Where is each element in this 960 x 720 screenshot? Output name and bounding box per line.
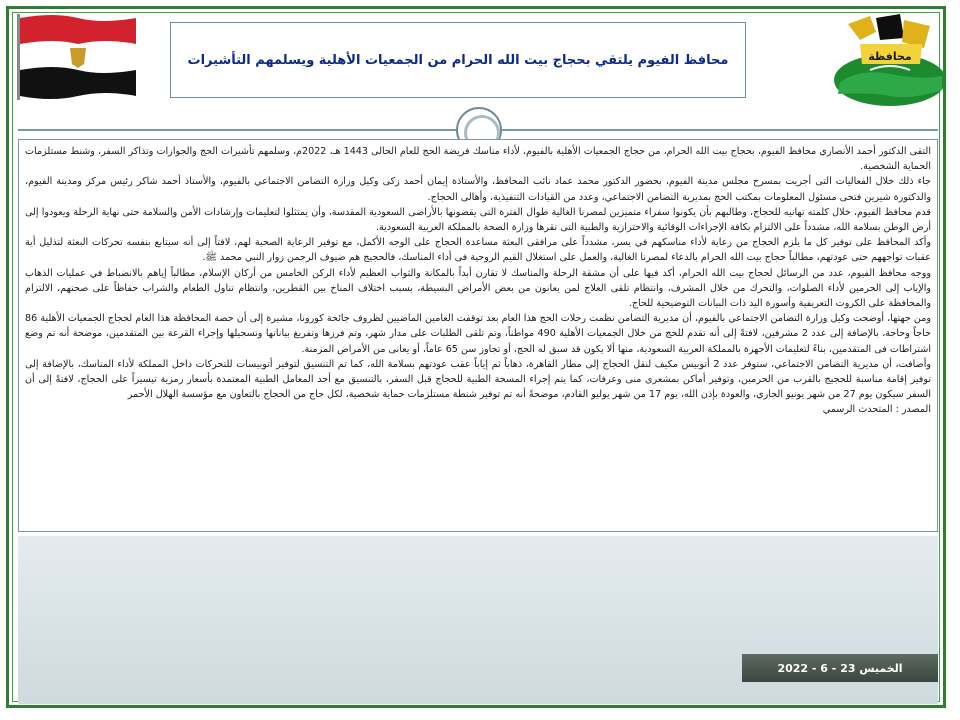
article-paragraph: قدم محافظ الفيوم، خلال كلمته تهانيه للحجاج، وطالبهم بأن يكونوا سفراء متميزين لمصرنا الغالية طوال الفترة التى يقضونها بالأراضى السعودية المقدسة، وأن يمتثلوا لتعليمات وإرشادات الأمن والسلامة حتى نهاية الرحلة ويعودوا إلى أرض الوطن بسلامة الله، مشدداً على الالتزام بكافة الإجراءات الوقائية والاحترازية والطبية التى تقرها وزارة الصحة بالمملكة العربية السعودية.: [25, 206, 931, 234]
headline: محافظ الفيوم يلتقي بحجاج بيت الله الحرام من الجمعيات الأهلية ويسلمهم التأشيرات: [187, 52, 729, 68]
fayoum-governorate-logo-icon: [830, 10, 950, 110]
article-paragraph: وأضافت، أن مديرية التضامن الاجتماعي، ستوفر عدد 2 أتوبيس مكيف لنقل الحجاج إلى مطار القاهرة، ذهاباً ثم إياباً عقب عودتهم بسلامة الله، كما تم التنسيق لتوفير أتوبيسات للتحركات داخل المملكة لأداء المناسك، بالإضافة إلى توفير إقامة مناسبة للحجيج بالقرب من الحرمين، وتوفير أماكن بمشعرى منى وعرفات، كما يتم إجراء المسحة الطبية للحجاج قبل السفر، بالتنسيق مع أحد المعامل الطبية المعتمدة بأسعار رمزية تيسيراً على الحجاج، لافتةً إلى أن السفر سيكون يوم 27 من شهر يونيو الجاري، والعودة بإذن الله، يوم 17 من شهر يوليو القادم، موضحةً أنه تم توفير شنطة مستلزمات حماية شخصية، لكل حاج من الحجاج بالتعاون مع مؤسسة الهلال الأحمر: [25, 358, 931, 401]
article-paragraph: ووجه محافظ الفيوم، عدد من الرسائل لحجاج بيت الله الحرام، أكد فيها على أن مشقة الرحلة والمناسك لا تقارن أبداً بالمكانة والثواب العظيم لأداء الركن الخامس من أركان الإسلام، مطالباً إياهم بالانضباط في عمليات الذهاب والإياب إلى الحرمين لأداء الصلوات، والتحرك من خلال المشرف، وانتظام تلقى العلاج لمن يعانون من بعض الأمراض البسيطة، بسبب اختلاف المناخ بين القطرين، وانتظام تناول الطعام والشراب حفاظاً على صحتهم، الالتزام والمحافظة على الكروت التعريفية وأسورة اليد ذات البيانات التوضيحية للحاج.: [25, 267, 931, 310]
egypt-flag-icon: [14, 10, 142, 102]
article-paragraph: جاء ذلك خلال الفعاليات التى أجريت بمسرح مجلس مدينة الفيوم، بحضور الدكتور محمد عماد نائب المحافظ، والأستاذة إيمان أحمد زكى وكيل وزارة التضامن الاجتماعي بالفيوم، والأستاذ أحمد شاكر رئيس مركز ومدينة الفيوم، والدكتورة شيرين فتحى مسئول المعلومات بمكتب الحج بمديرية التضامن الاجتماعي، وعدد من القيادات التنفيذية، وأهالى الحجاج.: [25, 176, 931, 203]
date-bar: [742, 654, 938, 682]
article-source: المصدر : المتحدث الرسمي: [822, 404, 931, 416]
headline-box: [170, 22, 746, 98]
article-body: [18, 139, 938, 532]
article-paragraph: وأكد المحافظ على توفير كل ما يلزم الحجاج من رعاية لأداء مناسكهم في يسر، مشدداً على مرافقى البعثة مساعدة الحجاج على الوجه الأكمل، مع توفير الرعاية الصحية لهم، لافتاً إلى أنه سيتابع بنفسه تحركات البعثة لتذليل أية عقبات تواجههم حتى عودتهم، مطالباً حجاج بيت الله الحرام بالدعاء لمصرنا الغالية، والعمل على استغلال القيم الروحية فى أداء المناسك، فالحجيج هم ضيوف الرحمن زوار النبي محمد ﷺ.: [25, 237, 931, 264]
publish-date: الخميس 23 - 6 - 2022: [777, 661, 903, 675]
article-paragraph: التقى الدكتور أحمد الأنصاري محافظ الفيوم، بحجاج بيت الله الحرام، من حجاج الجمعيات الأهلية بالفيوم، لأداء مناسك فريضة الحج للعام الحالى 1443 هـ، 2022م، وسلمهم تأشيرات الحج والجوازات وتذاكر السفر، وشنط مستلزمات الحماية الشخصية.: [25, 146, 931, 173]
article-paragraph: ومن جهتها، أوضحت وكيل وزارة التضامن الاجتماعي بالفيوم، أن مديرية التضامن نظمت رحلات الحج هذا العام بعد توقفت العامين الماضيين لظروف جائحة كورونا، مشيرة إلى أن حصة المحافظة هذا العام لحجاج الجمعيات الأهلية 86 حاجاً وحاجة، بالإضافة إلى عدد 2 مشرفين، لافتةً إلى أنه تقدم للحج من خلال الجمعيات الأهلية 490 مواطناً، وتم تلقى الطلبات على مدار شهر، وتم فرزها وتفريغ بياناتها وتسجيلها وإجراء القرعة بين المتقدمين، موضحة أنه تم وضع اشتراطات فى المتقدمين، بناءً لتعليمات الأجهزة بالمملكة العربية السعودية، منها ألا يكون قد سبق له الحج، أو تجاوز سن 65 عاماً، أو يعانى من الأمراض المزمنة.: [25, 313, 931, 355]
svg-text:محافظة: محافظة: [868, 50, 912, 63]
